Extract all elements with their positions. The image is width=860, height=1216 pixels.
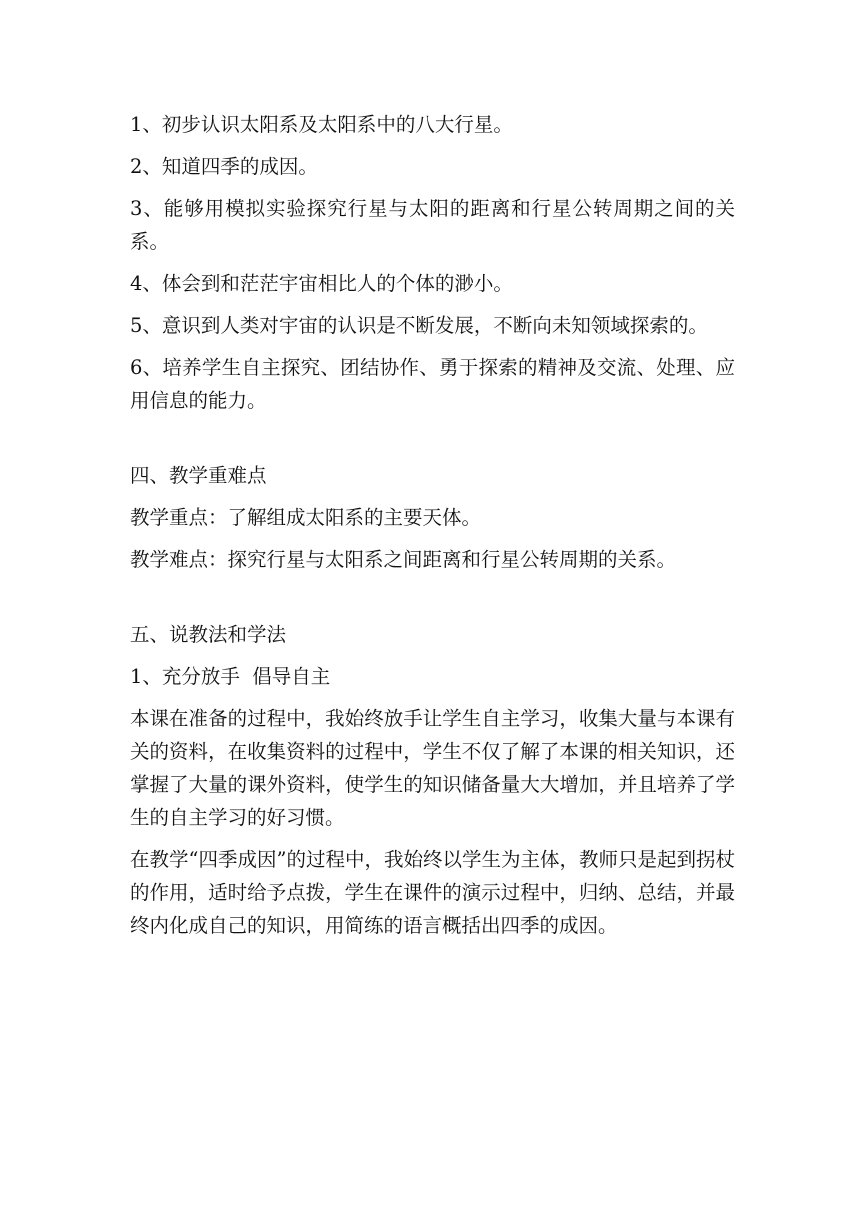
section-teaching-methods <box>130 618 735 942</box>
section-heading: 五、说教法和学法 <box>130 623 287 646</box>
objective-item: 6、培养学生自主探究、团结协作、勇于探索的精神及交流、处理、应用信息的能力。 <box>130 356 735 412</box>
section-key-difficult-points <box>130 459 735 576</box>
objective-item: 5、意识到人类对宇宙的认识是不断发展，不断向未知领域探索的。 <box>130 314 708 337</box>
subsection-heading: 1、充分放手 倡导自主 <box>130 665 331 688</box>
body-paragraph: 在教学“四季成因”的过程中，我始终以学生为主体，教师只是起到拐杖的作用，适时给予点拨，学生在课件的演示过程中，归纳、总结，并最终内化成自己的知识，用简练的语言概括出四季的成因。 <box>130 848 735 937</box>
body-paragraph: 本课在准备的过程中，我始终放手让学生自主学习，收集大量与本课有关的资料，在收集资料的过程中，学生不仅了解了本课的相关知识，还掌握了大量的课外资料，使学生的知识储备量大大增加，并且培养了学生的自主学习的好习惯。 <box>130 707 735 829</box>
objective-item: 3、能够用模拟实验探究行星与太阳的距离和行星公转周期之间的关系。 <box>130 197 735 253</box>
objectives-list <box>130 108 735 417</box>
document-page <box>130 108 735 951</box>
difficult-point-text: 教学难点：探究行星与太阳系之间距离和行星公转周期的关系。 <box>130 548 677 571</box>
objective-item: 4、体会到和茫茫宇宙相比人的个体的渺小。 <box>130 272 513 295</box>
objective-item: 2、知道四季的成因。 <box>130 155 318 178</box>
key-point-text: 教学重点：了解组成太阳系的主要天体。 <box>130 506 482 529</box>
objective-item: 1、初步认识太阳系及太阳系中的八大行星。 <box>130 113 513 136</box>
section-heading: 四、教学重难点 <box>130 464 267 487</box>
